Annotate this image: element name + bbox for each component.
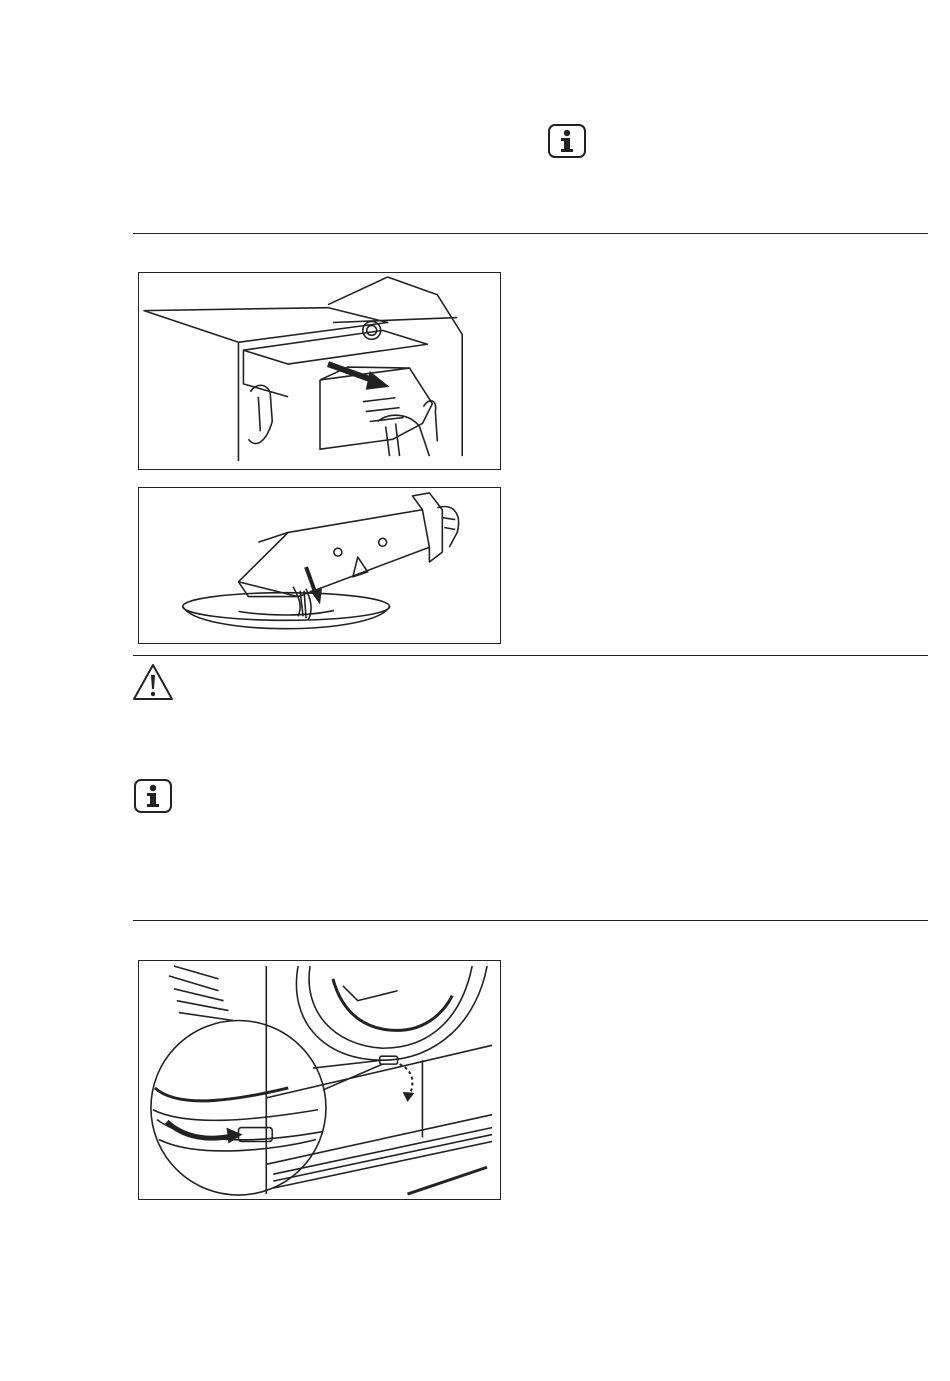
figure-remove-water-container xyxy=(138,272,501,470)
warning-triangle-icon xyxy=(132,663,174,701)
section-divider xyxy=(133,655,928,656)
figure-empty-water-container xyxy=(138,487,501,644)
figure-open-door-filter xyxy=(138,960,501,1200)
section-divider xyxy=(133,920,928,921)
info-icon xyxy=(548,124,586,158)
section-divider xyxy=(133,233,928,234)
info-icon xyxy=(134,779,172,813)
